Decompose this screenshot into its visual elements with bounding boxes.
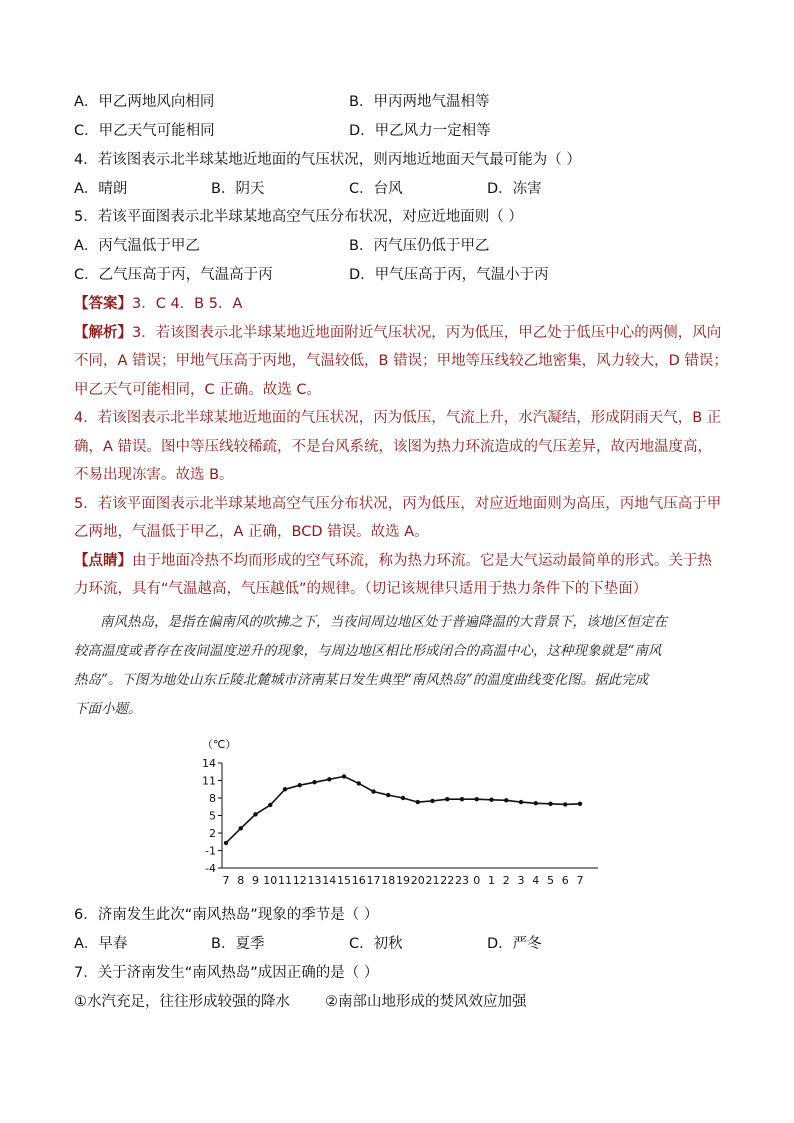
y-tick-label: 8: [209, 792, 216, 805]
q6-option-a: A．早春: [74, 936, 128, 952]
x-tick-label: 21: [425, 874, 440, 887]
analysis-line-4: 4．若该图表示北半球某地近地面的气压状况，丙为低压，气流上升，水汽凝结，形成阴雨天气，B 正: [74, 410, 722, 426]
data-point: [445, 797, 449, 801]
q6-stem: 6．济南发生此次“南风热岛”现象的季节是（ ）: [74, 907, 379, 923]
q5-stem: 5．若该平面图表示北半球某地高空气压分布状况，对应近地面则（ ）: [74, 209, 523, 225]
tip-line-2: 力环流，具有“气温越高，气压越低”的规律。（切记该规律只适用于热力条件下的下垫面）: [74, 581, 648, 597]
data-point: [416, 800, 420, 804]
q4-stem: 4．若该图表示北半球某地近地面的气压状况，则丙地近地面天气最可能为（ ）: [74, 152, 581, 168]
data-point: [578, 802, 582, 806]
x-tick-label: 5: [547, 874, 554, 887]
y-tick-label: -4: [205, 862, 216, 875]
q4-option-a: A．晴朗: [74, 181, 128, 197]
x-tick-label: 14: [322, 874, 337, 887]
analysis-line-3: 甲乙天气可能相同，C 正确。故选 C。: [74, 382, 321, 398]
x-tick-label: 11: [278, 874, 292, 887]
x-tick-label: 9: [252, 874, 259, 887]
q5-option-a: A．丙气温低于甲乙: [74, 238, 200, 254]
answer-line: [74, 294, 242, 314]
x-tick-label: 0: [473, 874, 481, 887]
q6-option-c: C．初秋: [349, 936, 403, 952]
analysis-tag: 【解析】: [74, 325, 132, 341]
x-tick-label: 17: [366, 874, 381, 887]
temperature-chart: [190, 735, 600, 895]
y-tick-label: -1: [205, 844, 216, 858]
data-point: [268, 803, 272, 807]
data-point: [475, 797, 479, 801]
y-tick-label: 5: [209, 809, 216, 823]
answer-text: 3．C 4．B 5．A: [132, 296, 243, 312]
q7-option-2: ②南部山地形成的焚风效应加强: [325, 994, 527, 1010]
passage-line-1: 南风热岛，是指在偏南风的吹拂之下，当夜间周边地区处于普遍降温的大背景下，该地区恒定在: [100, 614, 667, 630]
data-point: [519, 800, 523, 804]
x-tick-label: 22: [440, 874, 455, 887]
passage-line-4: 下面小题。: [74, 701, 142, 717]
data-point: [534, 801, 538, 805]
analysis-line-8: 乙两地，气温低于甲乙，A 正确，BCD 错误。故选 A。: [74, 524, 429, 540]
analysis-line-5: 确，A 错误。图中等压线较稀疏，不是台风系统，该图为热力环流造成的气压差异，故丙地温度高，: [74, 439, 713, 455]
x-tick-label: 19: [396, 874, 410, 887]
y-tick-label: 11: [202, 774, 216, 788]
q3-option-c: C．甲乙天气可能相同: [74, 123, 215, 139]
analysis-text-1: 3．若该图表示北半球某地近地面附近气压状况，丙为低压，甲乙处于低压中心的两侧，风向: [132, 325, 722, 341]
x-tick-label: 16: [351, 874, 366, 887]
x-tick-label: 8: [237, 874, 245, 887]
q5-option-b: B．丙气压仍低于甲乙: [349, 238, 490, 254]
q4-option-b: B．阴天: [211, 181, 265, 197]
q6-option-b: B．夏季: [211, 936, 265, 952]
q4-option-d: D．冻害: [487, 181, 542, 197]
data-point: [460, 797, 464, 801]
data-point: [224, 841, 228, 845]
x-tick-label: 6: [561, 874, 569, 887]
tip-tag: 【点睛】: [74, 553, 132, 569]
q7-stem: 7．关于济南发生“南风热岛”成因正确的是（ ）: [74, 965, 379, 981]
data-point: [504, 798, 508, 802]
q3-option-a: A．甲乙两地风向相同: [74, 94, 215, 110]
data-point: [327, 777, 331, 781]
data-point: [253, 812, 257, 816]
x-tick-label: 18: [381, 874, 396, 887]
data-point: [312, 780, 316, 784]
data-point: [371, 789, 375, 793]
data-point: [548, 802, 552, 806]
x-tick-label: 3: [517, 874, 525, 887]
analysis-line-7: 5．若该平面图表示北半球某地高空气压分布状况，丙为低压，对应近地面则为高压，丙地气压高于甲: [74, 496, 722, 512]
x-tick-label: 20: [410, 874, 425, 887]
q6-option-d: D．严冬: [487, 936, 542, 952]
passage-line-3: 热岛”。下图为地处山东丘陵北麓城市济南某日发生典型“南风热岛”的温度曲线变化图。据此完成: [74, 672, 649, 688]
x-tick-label: 10: [263, 874, 278, 887]
q5-option-d: D．甲气压高于丙，气温小于丙: [349, 267, 549, 283]
tip-text-1: 由于地面冷热不均而形成的空气环流，称为热力环流。它是大气运动最简单的形式。关于热: [132, 553, 712, 569]
analysis-line-6: 不易出现冻害。故选 B。: [74, 467, 234, 483]
q4-option-c: C．台风: [349, 181, 403, 197]
answer-tag: 【答案】: [74, 296, 132, 312]
x-tick-label: 23: [455, 874, 469, 887]
q3-option-b: B．甲丙两地气温相等: [349, 94, 490, 110]
data-point: [298, 783, 302, 787]
data-point: [401, 796, 405, 800]
x-tick-label: 4: [532, 874, 540, 887]
x-tick-label: 13: [307, 874, 322, 887]
data-point: [357, 781, 361, 785]
x-tick-label: 15: [337, 874, 351, 887]
y-tick-label: 14: [202, 757, 216, 770]
q3-option-d: D．甲乙风力一定相等: [349, 123, 491, 139]
data-point: [239, 826, 243, 830]
q7-option-1: ①水汽充足，往往形成较强的降水: [74, 994, 290, 1010]
data-point: [563, 802, 567, 806]
data-point: [283, 787, 287, 791]
y-tick-label: 2: [209, 827, 216, 840]
tip-line-1: [74, 551, 712, 571]
x-tick-label: 12: [292, 874, 307, 887]
data-point: [342, 774, 346, 778]
data-point: [489, 798, 493, 802]
y-axis-label: （℃）: [202, 738, 237, 751]
data-point: [386, 793, 390, 797]
analysis-line-1: [74, 323, 721, 343]
passage-line-2: 较高温度或者存在夜间温度逆升的现象，与周边地区相比形成闭合的高温中心，这种现象就是“南风: [74, 643, 662, 659]
x-tick-label: 7: [576, 874, 584, 887]
x-tick-label: 1: [488, 874, 495, 887]
data-point: [430, 799, 434, 803]
x-tick-label: 7: [222, 874, 230, 887]
x-tick-label: 2: [502, 874, 510, 887]
temperature-line: [226, 776, 580, 843]
q5-option-c: C．乙气压高于丙，气温高于丙: [74, 267, 273, 283]
analysis-line-2: 不同，A 错误；甲地气压高于丙地，气温较低，B 错误；甲地等压线较乙地密集，风力较大，D 错误；: [74, 353, 728, 369]
